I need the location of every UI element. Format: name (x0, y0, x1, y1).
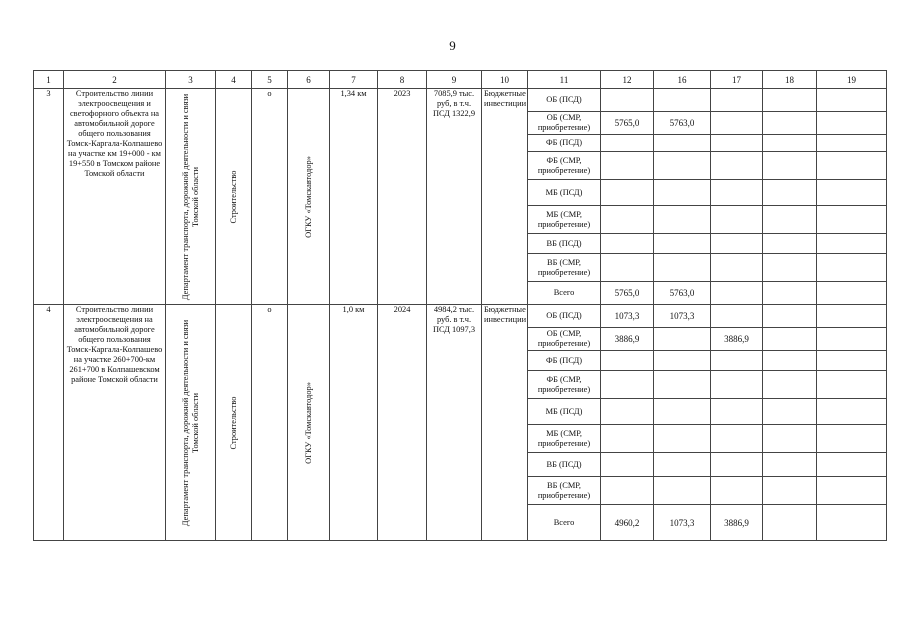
header-row (34, 71, 887, 89)
investment-type: Бюджетные инвестиции (482, 89, 528, 305)
value-cell (654, 135, 711, 152)
header-cell: 12 (601, 71, 654, 89)
funding-source: ОБ (ПСД) (528, 305, 601, 328)
value-cell (601, 453, 654, 477)
value-cell (711, 477, 763, 505)
funding-source: ВБ (ПСД) (528, 234, 601, 254)
value-cell (817, 112, 887, 135)
page-number: 9 (449, 38, 456, 53)
value-cell (817, 89, 887, 112)
value-cell: 3886,9 (711, 328, 763, 351)
value-cell (763, 152, 817, 180)
value-cell (601, 425, 654, 453)
header-cell: 10 (482, 71, 528, 89)
header-cell: 8 (378, 71, 427, 89)
value-cell (654, 180, 711, 206)
department-text: Департамент транспорта, дорожной деятельности и связи Томской области (180, 319, 200, 526)
value-cell (763, 206, 817, 234)
table-row (34, 89, 887, 112)
funding-source: ВБ (СМР, приобретение) (528, 477, 601, 505)
header-cell: 18 (763, 71, 817, 89)
value-cell: 4960,2 (601, 505, 654, 541)
value-cell: 3886,9 (711, 505, 763, 541)
funding-source: МБ (ПСД) (528, 180, 601, 206)
funding-source: МБ (СМР, приобретение) (528, 206, 601, 234)
value-cell: 5763,0 (654, 112, 711, 135)
object-name: Строительство линии электроосвещения и светофорного объекта на автомобильной дороге общего пользования Томск-Каргала-Колпашево на участке км 19+000 - км 19+550 в Томском районе Томской области (64, 89, 166, 305)
value-cell (654, 328, 711, 351)
row-number: 3 (34, 89, 64, 305)
value-cell (817, 351, 887, 371)
value-cell (817, 206, 887, 234)
length: 1,34 км (330, 89, 378, 305)
funding-source: ВБ (СМР, приобретение) (528, 254, 601, 282)
funding-source: ОБ (СМР, приобретение) (528, 112, 601, 135)
value-cell (654, 371, 711, 399)
funding-source: ВБ (ПСД) (528, 453, 601, 477)
work-type-text: Строительство (228, 170, 238, 223)
value-cell (763, 180, 817, 206)
department (166, 305, 216, 541)
value-cell (654, 351, 711, 371)
value-cell (601, 135, 654, 152)
work-type (216, 305, 252, 541)
value-cell (711, 89, 763, 112)
value-cell (817, 254, 887, 282)
value-cell (601, 399, 654, 425)
value-cell (763, 328, 817, 351)
value-cell (817, 399, 887, 425)
funding-source: ОБ (ПСД) (528, 89, 601, 112)
customer-text: ОГКУ «Томскавтодор» (303, 381, 313, 464)
year: 2023 (378, 89, 427, 305)
value-cell (601, 351, 654, 371)
object-name: Строительство линии электроосвещения на автомобильной дороге общего пользования Томск-Каргала-Колпашево на участке 260+700-км 261+700 в Колпашевском районе Томской области (64, 305, 166, 541)
value-cell (711, 206, 763, 234)
value-cell (711, 234, 763, 254)
value-cell (763, 453, 817, 477)
value-cell (817, 152, 887, 180)
funding-source: ФБ (ПСД) (528, 135, 601, 152)
value-cell (654, 399, 711, 425)
value-cell (601, 89, 654, 112)
value-cell (711, 425, 763, 453)
total-cost: 7085,9 тыс. руб, в т.ч. ПСД 1322,9 (427, 89, 482, 305)
value-cell (711, 305, 763, 328)
value-cell (601, 234, 654, 254)
value-cell (601, 254, 654, 282)
length: 1,0 км (330, 305, 378, 541)
value-cell: 5763,0 (654, 282, 711, 305)
value-cell (711, 453, 763, 477)
value-cell (763, 399, 817, 425)
funding-source: ФБ (СМР, приобретение) (528, 152, 601, 180)
total-cost: 4984,2 тыс. руб. в т.ч. ПСД 1097,3 (427, 305, 482, 541)
work-type (216, 89, 252, 305)
header-cell: 9 (427, 71, 482, 89)
value-cell (654, 152, 711, 180)
value-cell (711, 135, 763, 152)
col5-value: о (252, 89, 288, 305)
value-cell (711, 254, 763, 282)
value-cell (817, 305, 887, 328)
funding-source: МБ (СМР, приобретение) (528, 425, 601, 453)
value-cell (711, 180, 763, 206)
value-cell: 5765,0 (601, 282, 654, 305)
header-cell: 19 (817, 71, 887, 89)
value-cell (763, 371, 817, 399)
value-cell: 1073,3 (654, 505, 711, 541)
header-cell: 1 (34, 71, 64, 89)
header-cell: 3 (166, 71, 216, 89)
value-cell (711, 371, 763, 399)
investment-table (33, 70, 887, 541)
value-cell (763, 305, 817, 328)
value-cell (817, 180, 887, 206)
value-cell (763, 282, 817, 305)
header-cell: 6 (288, 71, 330, 89)
value-cell (817, 282, 887, 305)
value-cell: 3886,9 (601, 328, 654, 351)
value-cell (763, 505, 817, 541)
value-cell (817, 453, 887, 477)
header-cell: 7 (330, 71, 378, 89)
value-cell (654, 89, 711, 112)
header-cell: 2 (64, 71, 166, 89)
value-cell (711, 112, 763, 135)
value-cell (817, 425, 887, 453)
value-cell (817, 328, 887, 351)
value-cell (711, 152, 763, 180)
value-cell (601, 206, 654, 234)
value-cell (763, 234, 817, 254)
header-cell: 16 (654, 71, 711, 89)
customer-text: ОГКУ «Томскавтодор» (303, 155, 313, 238)
value-cell (763, 425, 817, 453)
header-cell: 5 (252, 71, 288, 89)
header-cell: 4 (216, 71, 252, 89)
value-cell: 1073,3 (601, 305, 654, 328)
value-cell (654, 254, 711, 282)
investment-type: Бюджетные инвестиции (482, 305, 528, 541)
customer (288, 305, 330, 541)
value-cell (817, 477, 887, 505)
value-cell (601, 152, 654, 180)
funding-source: Всего (528, 282, 601, 305)
department-text: Департамент транспорта, дорожной деятельности и связи Томской области (180, 93, 200, 300)
value-cell (601, 180, 654, 206)
value-cell (763, 135, 817, 152)
value-cell (654, 206, 711, 234)
header-cell: 11 (528, 71, 601, 89)
value-cell (601, 477, 654, 505)
value-cell: 5765,0 (601, 112, 654, 135)
value-cell: 1073,3 (654, 305, 711, 328)
value-cell (654, 425, 711, 453)
value-cell (654, 234, 711, 254)
department (166, 89, 216, 305)
value-cell (763, 254, 817, 282)
value-cell (763, 112, 817, 135)
value-cell (763, 351, 817, 371)
value-cell (817, 234, 887, 254)
header-cell: 17 (711, 71, 763, 89)
value-cell (654, 477, 711, 505)
funding-source: МБ (ПСД) (528, 399, 601, 425)
value-cell (763, 477, 817, 505)
year: 2024 (378, 305, 427, 541)
funding-source: ФБ (СМР, приобретение) (528, 371, 601, 399)
work-type-text: Строительство (228, 396, 238, 449)
value-cell (763, 89, 817, 112)
value-cell (817, 135, 887, 152)
table-row (34, 305, 887, 328)
customer (288, 89, 330, 305)
value-cell (654, 453, 711, 477)
value-cell (711, 351, 763, 371)
col5-value: о (252, 305, 288, 541)
funding-source: ОБ (СМР, приобретение) (528, 328, 601, 351)
funding-source: Всего (528, 505, 601, 541)
value-cell (711, 399, 763, 425)
value-cell (817, 371, 887, 399)
value-cell (601, 371, 654, 399)
row-number: 4 (34, 305, 64, 541)
value-cell (817, 505, 887, 541)
funding-source: ФБ (ПСД) (528, 351, 601, 371)
value-cell (711, 282, 763, 305)
